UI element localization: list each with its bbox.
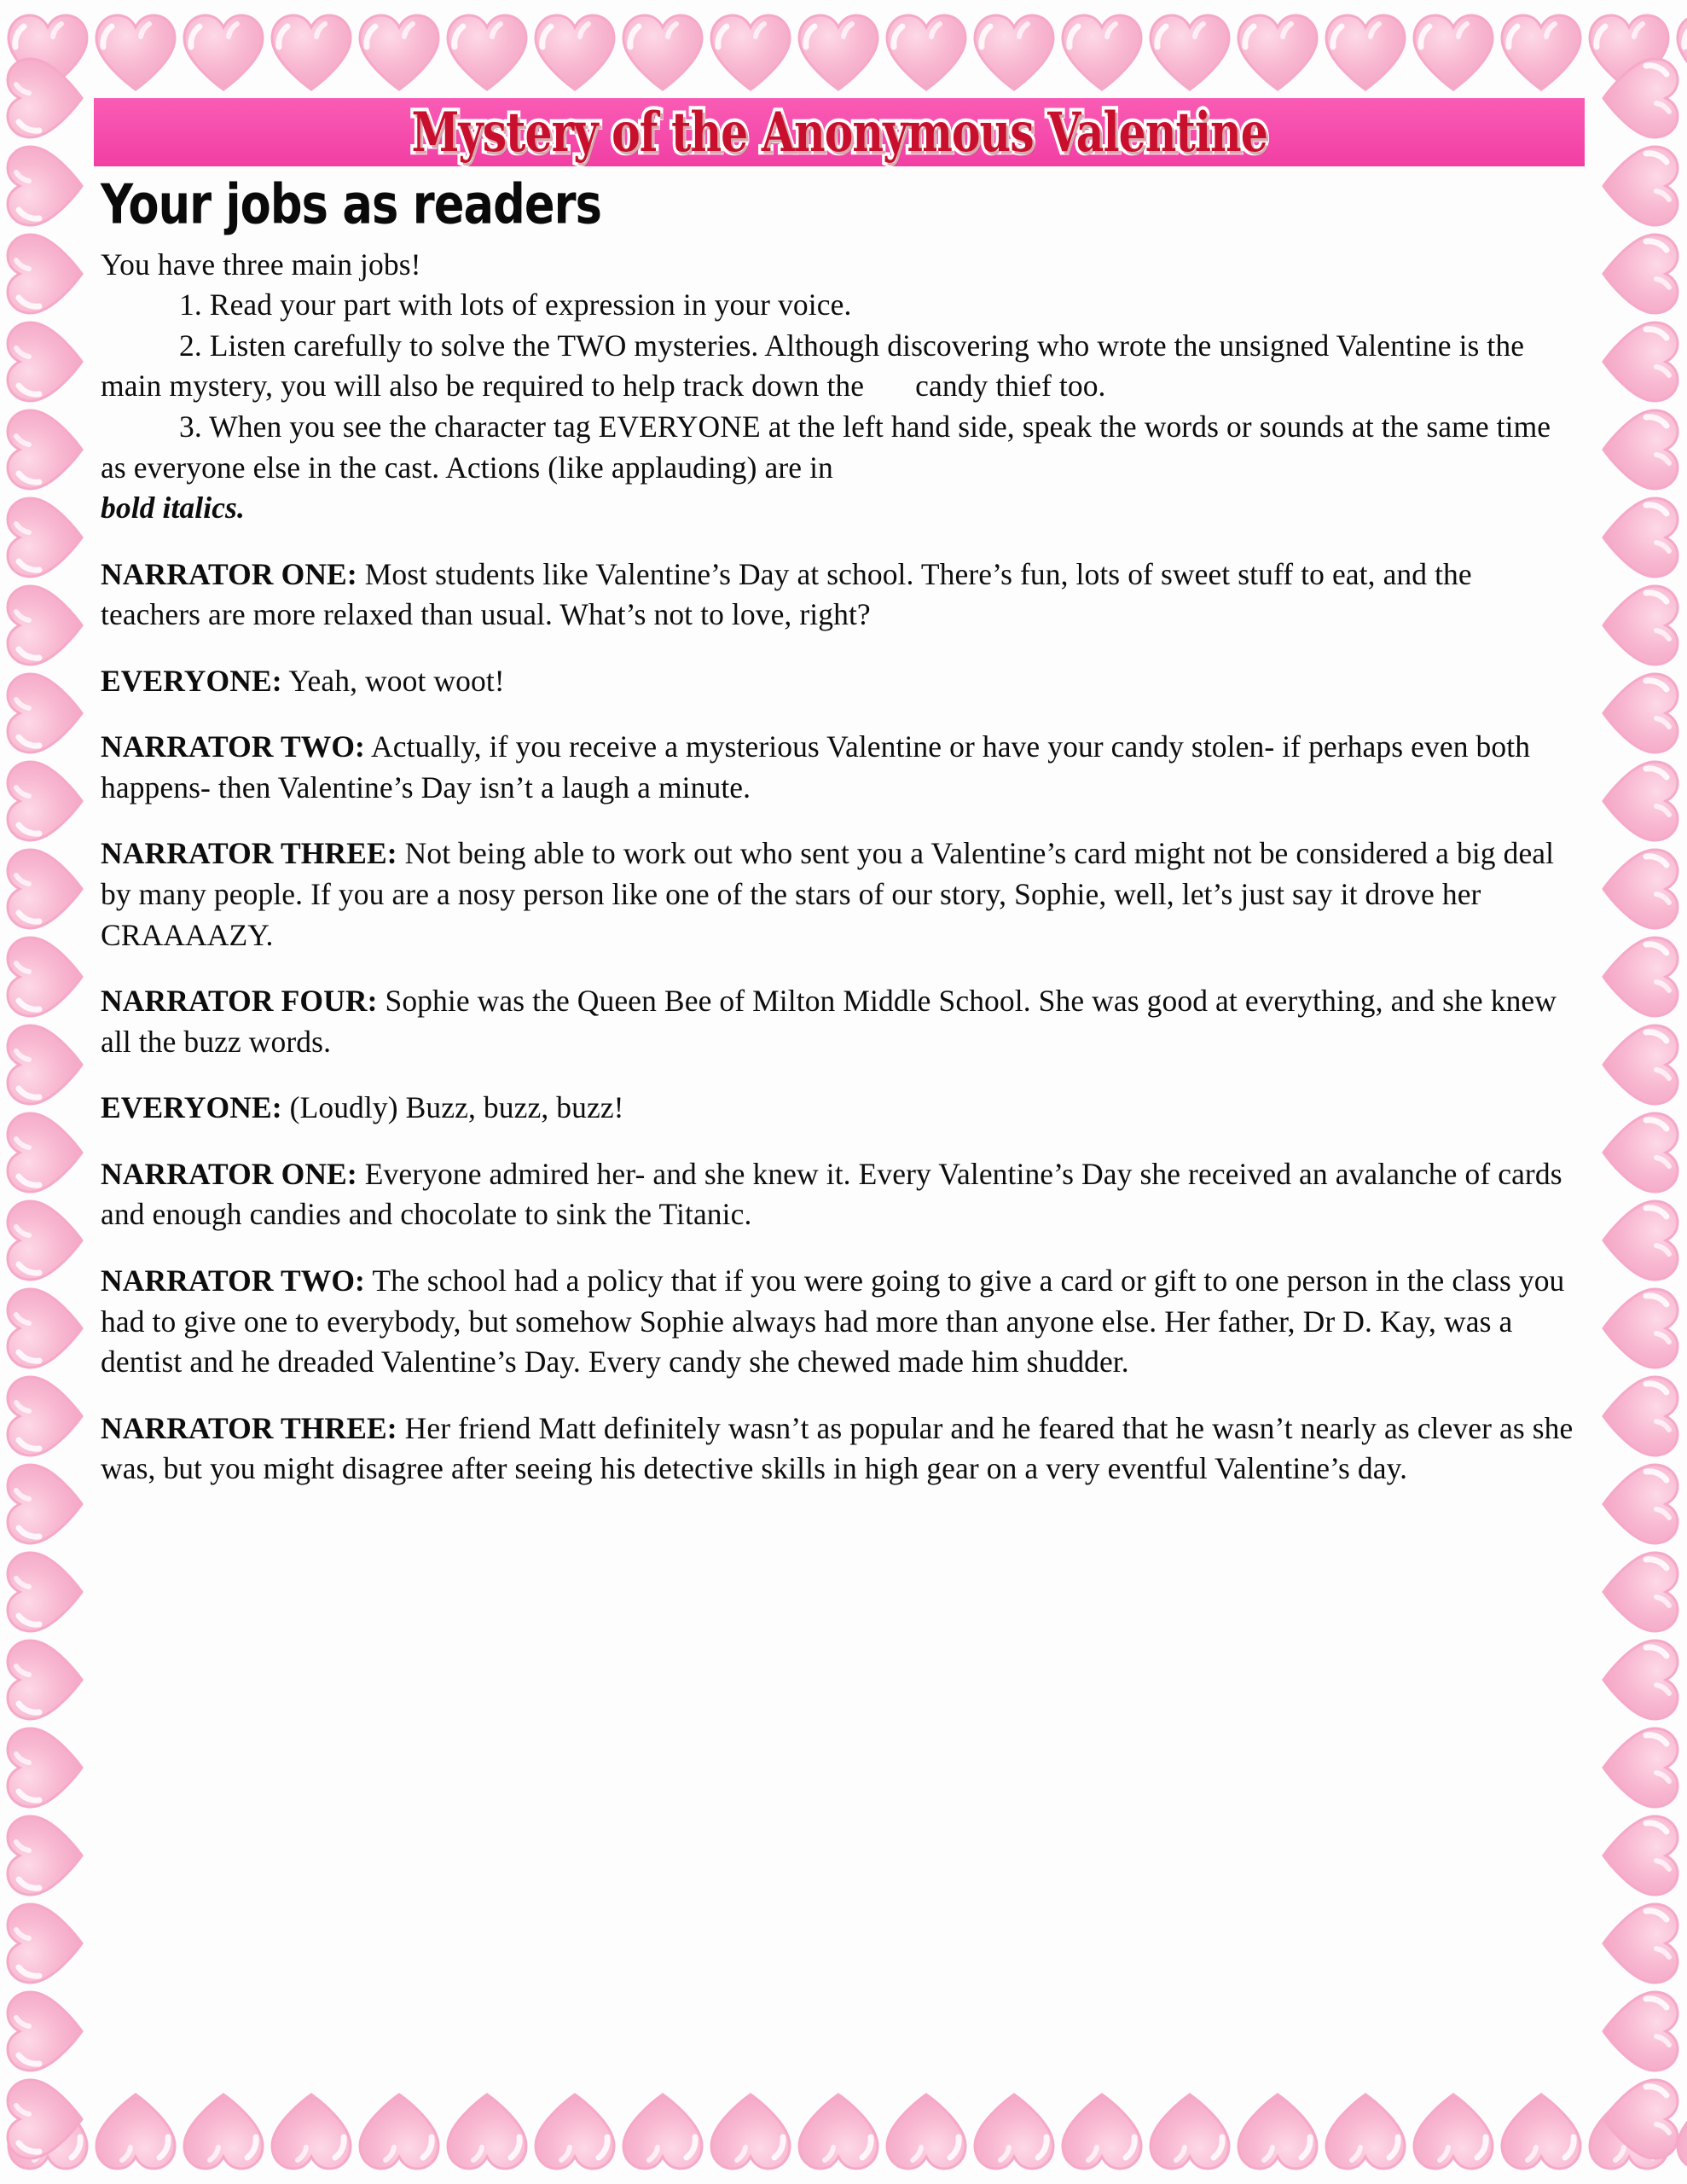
heart-icon [93, 5, 178, 99]
heart-icon [1594, 934, 1687, 1019]
intro-paragraph [101, 245, 1578, 529]
heart-icon [1499, 5, 1584, 99]
heart-icon [181, 2085, 266, 2179]
heart-icon [1411, 5, 1496, 99]
heart-icon [1235, 5, 1320, 99]
heart-icon [269, 2085, 354, 2179]
speaker-text: Actually, if you receive a mysterious Valentine or have your candy stolen- if perhaps even both happens- then Valentine’s Day isn’t a laugh a minute. [101, 729, 1531, 804]
heart-icon [0, 1901, 91, 1986]
heart-icon [1594, 1286, 1687, 1371]
section-heading: Your jobs as readers [101, 173, 602, 237]
heart-icon [0, 1549, 91, 1635]
heart-icon [1594, 55, 1687, 141]
heart-icon [444, 5, 530, 99]
heart-border-left [3, 0, 104, 2184]
heart-icon [1499, 2085, 1584, 2179]
heart-icon [971, 2085, 1057, 2179]
speaker-tag: NARRATOR ONE: [101, 1156, 357, 1191]
heart-icon [0, 1198, 91, 1283]
speaker-tag: NARRATOR THREE: [101, 836, 397, 871]
intro-item-2 [101, 326, 1578, 407]
heart-icon [1594, 1901, 1687, 1986]
document-content [101, 169, 1586, 1515]
heart-icon [1235, 2085, 1320, 2179]
heart-icon [1594, 319, 1687, 404]
script-line [101, 661, 1578, 702]
speaker-tag: NARRATOR TWO: [101, 1263, 365, 1298]
speaker-tag: EVERYONE: [101, 663, 282, 698]
heart-icon [1594, 143, 1687, 229]
heart-icon [0, 846, 91, 932]
heart-icon [708, 2085, 793, 2179]
heart-icon [1323, 5, 1408, 99]
heart-icon [0, 934, 91, 1019]
speaker-tag: EVERYONE: [101, 1090, 282, 1125]
speaker-text: Sophie was the Queen Bee of Milton Middle School. She was good at everything, and she knew all the buzz words. [101, 984, 1557, 1059]
heart-icon [0, 55, 91, 141]
script-line [101, 727, 1578, 808]
heart-icon [1594, 1813, 1687, 1898]
heart-icon [796, 2085, 881, 2179]
heart-icon [0, 1725, 91, 1810]
heart-icon [0, 758, 91, 844]
heart-icon [0, 407, 91, 492]
heart-icon [0, 1813, 91, 1898]
intro-item-3-text: 3. When you see the character tag EVERYONE at the left hand side, speak the words or sounds at the same time as everyone else in the cast. Actions (like applauding) are in [101, 409, 1551, 485]
heart-icon [1594, 1110, 1687, 1195]
heart-border-bottom [0, 2082, 1687, 2182]
heart-icon [0, 1286, 91, 1371]
heart-icon [0, 1110, 91, 1195]
heart-icon [1594, 1198, 1687, 1283]
script-line [101, 1409, 1578, 1490]
heart-icon [0, 495, 91, 580]
heart-icon [1674, 2085, 1687, 2179]
heart-icon [0, 671, 91, 756]
heart-icon [708, 5, 793, 99]
heart-icon [1594, 1549, 1687, 1635]
heart-icon [796, 5, 881, 99]
heart-icon [1586, 2085, 1672, 2179]
intro-item-2-tail: candy thief too. [915, 369, 1106, 404]
speaker-text: Everyone admired her- and she knew it. Every Valentine’s Day she received an avalanche of cards and enough candies and chocolate to sink the Titanic. [101, 1156, 1562, 1232]
heart-icon [1594, 1989, 1687, 2074]
heart-icon [1594, 846, 1687, 932]
speaker-text: Yeah, woot woot! [281, 663, 505, 698]
heart-icon [444, 2085, 530, 2179]
script-lines [101, 555, 1578, 1490]
heart-icon [0, 583, 91, 668]
heart-icon [1586, 5, 1672, 99]
heart-icon [0, 143, 91, 229]
heart-icon [532, 5, 617, 99]
page-title: Mystery of the Anonymous Valentine [411, 100, 1267, 165]
script-line [101, 1261, 1578, 1383]
heart-icon [0, 231, 91, 317]
heart-icon [0, 2077, 91, 2162]
speaker-tag: NARRATOR TWO: [101, 729, 365, 764]
heart-icon [0, 1022, 91, 1107]
speaker-tag: NARRATOR THREE: [101, 1410, 397, 1445]
intro-block [101, 245, 1578, 529]
heart-icon [532, 2085, 617, 2179]
heart-icon [1594, 1461, 1687, 1547]
title-banner [94, 98, 1585, 166]
script-line [101, 555, 1578, 636]
heart-icon [357, 5, 442, 99]
script-line [101, 981, 1578, 1062]
heart-icon [0, 1461, 91, 1547]
speaker-text: The school had a policy that if you were going to give a card or gift to one person in the class you had to give one to everybody, but somehow Sophie always had more than anyone else. Her father, Dr D. Kay, was a dentist and he dreaded Valentine’s Day. Every candy she chewed made him shudder. [101, 1263, 1565, 1380]
heart-border-top [0, 5, 1687, 106]
heart-icon [1594, 758, 1687, 844]
heart-icon [1059, 2085, 1145, 2179]
heart-icon [1594, 1022, 1687, 1107]
heart-icon [5, 2085, 90, 2179]
intro-item-3 [101, 407, 1578, 529]
heart-icon [357, 2085, 442, 2179]
heart-icon [0, 319, 91, 404]
heart-icon [884, 5, 969, 99]
speaker-text: Most students like Valentine’s Day at school. There’s fun, lots of sweet stuff to eat, and the teachers are more relaxed than usual. What’s not to love, right? [101, 556, 1472, 632]
intro-item-3-tail: bold italics. [101, 491, 245, 526]
heart-icon [1594, 2077, 1687, 2162]
heart-icon [93, 2085, 178, 2179]
heart-icon [971, 5, 1057, 99]
intro-lead: You have three main jobs! [101, 247, 421, 282]
heart-border-right [1583, 0, 1684, 2184]
speaker-tag: NARRATOR FOUR: [101, 984, 378, 1019]
heart-icon [620, 2085, 705, 2179]
script-line [101, 1154, 1578, 1235]
heart-icon [1674, 5, 1687, 99]
heart-icon [1411, 2085, 1496, 2179]
script-line [101, 1088, 1578, 1129]
heart-icon [0, 1989, 91, 2074]
heart-icon [0, 1374, 91, 1459]
heart-icon [1594, 407, 1687, 492]
heart-icon [1147, 2085, 1232, 2179]
heart-icon [5, 5, 90, 99]
heart-icon [0, 1637, 91, 1722]
heart-icon [1147, 5, 1232, 99]
heart-icon [181, 5, 266, 99]
heart-icon [1594, 671, 1687, 756]
speaker-text: Not being able to work out who sent you a Valentine’s card might not be considered a big deal by many people. If you are a nosy person like one of the stars of our story, Sophie, well, let’s just say it drove her CRAAAAZY. [101, 836, 1555, 952]
speaker-text: Her friend Matt definitely wasn’t as popular and he feared that he wasn’t nearly as clever as she was, but you might disagree after seeing his detective skills in high gear on a very eventful Valentine’s day. [101, 1410, 1574, 1486]
heart-icon [1594, 1725, 1687, 1810]
heart-icon [1594, 231, 1687, 317]
speaker-tag: NARRATOR ONE: [101, 556, 357, 591]
heart-icon [1059, 5, 1145, 99]
heart-icon [884, 2085, 969, 2179]
intro-item-1: 1. Read your part with lots of expression in your voice. [179, 288, 852, 322]
heart-icon [1323, 2085, 1408, 2179]
heart-icon [1594, 583, 1687, 668]
intro-item-2-text: 2. Listen carefully to solve the TWO mysteries. Although discovering who wrote the unsigned Valentine is the main mystery, you will also be required to help track down the [101, 328, 1525, 404]
heart-icon [1594, 1374, 1687, 1459]
heart-icon [1594, 1637, 1687, 1722]
heart-icon [269, 5, 354, 99]
heart-icon [1594, 495, 1687, 580]
script-line [101, 834, 1578, 956]
speaker-text: (Loudly) Buzz, buzz, buzz! [281, 1090, 624, 1125]
heart-icon [620, 5, 705, 99]
